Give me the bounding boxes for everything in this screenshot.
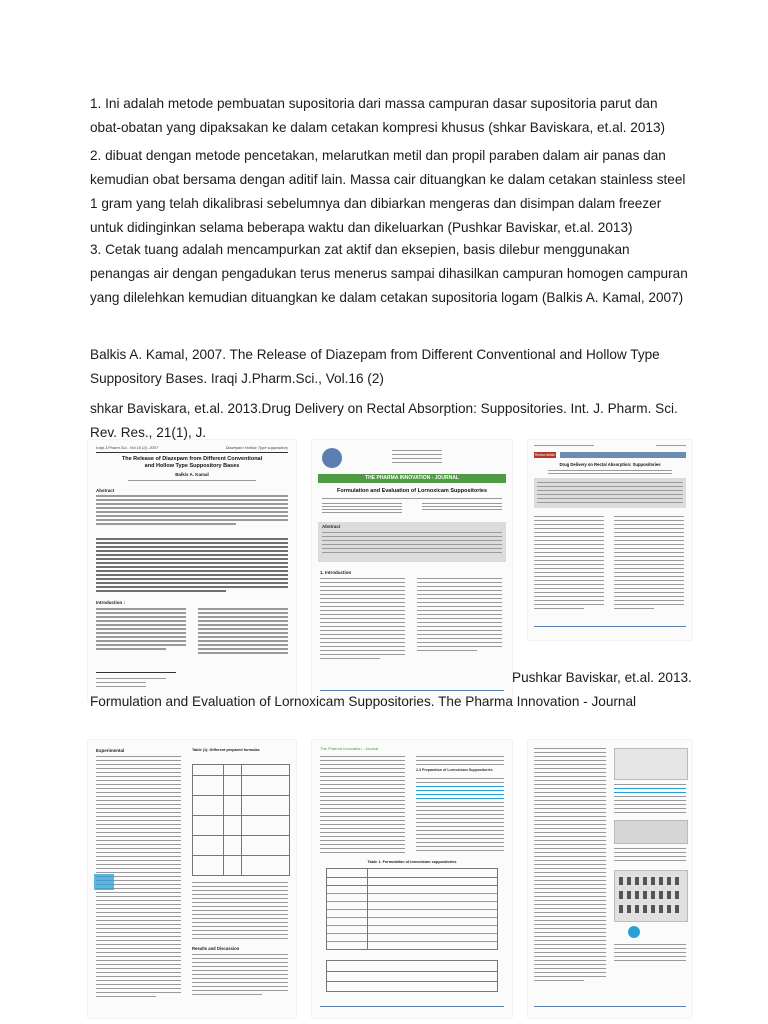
paper-thumbnail-baviskara [528,440,692,640]
highlight-mark [94,874,114,890]
abstract-box [318,522,506,562]
paragraph-2: 2. dibuat dengan metode pencetakan, melarutkan metil dan propil paraben dalam air panas dan kemudian obat bersama dengan aditif lain. Massa cair dituangkan ke dalam cetakan stainless steel 1 gram yang telah dikalibrasi sebelumnya dan dibiarkan mengeras dan disimpan dalam freezer untuk didinginkan selama beberapa waktu dan dikeluarkan (Pushkar Baviskar, et.al. 2013) [90,148,686,235]
paper4-results-heading: Results and Discussion [192,946,240,951]
paper5-prep-heading: 2.3 Preparation of Lornoxicam Suppositories [416,768,493,772]
journal-logo-icon [322,448,342,468]
paper3-title: Drug Delivery on Rectal Absorption: Suppositories [559,462,661,467]
blue-dot-icon [628,926,640,938]
lornoxicam-table-2 [326,960,498,992]
paper1-title: The Release of Diazepam from Different Conventional and Hollow Type Suppository Bases [121,456,263,469]
paper5-banner: The Pharma Innovation - Journal [320,746,379,751]
paper5-table-caption: Table 1: Formulation of lornoxicam suppositories [367,860,457,864]
paper1-intro-heading: Introduction : [96,600,125,605]
paper-thumbnail-experimental [88,740,296,1018]
reference-pushkar-line1: Pushkar Baviskar, et.al. 2013. [512,670,692,685]
paper-thumbnail-suppository-figures [528,740,692,1018]
lornoxicam-formula-table [326,868,498,950]
paper-thumbnail-lornoxicam-methods [312,740,512,1018]
paper1-abstract-heading: Abstract [96,488,115,493]
paper-thumbnail-kamal [88,440,296,702]
paragraph-1: 1. Ini adalah metode pembuatan supositoria dari massa campuran dasar supositoria parut dan obat-obatan yang dipaksakan ke dalam cetakan kompresi khusus (shkar Baviskara, et.al. 2013) [90,96,666,135]
paper1-author: Balkis A. Kamal [175,472,209,477]
paper2-abstract-heading: Abstract [322,524,341,529]
paper4-experimental-heading: Experimental [96,748,125,753]
paper2-title: Formulation and Evaluation of Lornoxicam Suppositories [336,488,488,494]
paper1-running-head: Diazepam Hollow Type suppository [225,445,288,450]
figure-1 [614,748,688,780]
review-article-badge: Review Article [534,453,556,457]
figure-2 [614,820,688,844]
reference-baviskara: shkar Baviskara, et.al. 2013.Drug Delivery on Rectal Absorption: Suppositories. Int. J. Pharm. Sci. Rev. Res., 21(1), J. [90,401,678,440]
paper3-abstract-box [534,478,686,508]
formula-table [192,764,290,876]
paper-thumbnail-pharma-innovation [312,440,512,702]
reference-pushkar-line2: Formulation and Evaluation of Lornoxicam Suppositories. The Pharma Innovation - Journal [90,694,637,709]
paper2-intro-heading: 1. Introduction [320,570,352,575]
suppository-molds-figure [614,870,688,922]
paragraph-3: 3. Cetak tuang adalah mencampurkan zat aktif dan eksepien, basis dilebur menggunakan penangas air dengan pengadukan terus menerus sampai dihasilkan campuran homogen campuran yang dilelehkan kemudian dituangkan ke dalam cetakan supositoria logam (Balkis A. Kamal, 2007) [90,242,688,305]
journal-banner: THE PHARMA INNOVATION - JOURNAL [318,474,506,483]
reference-kamal: Balkis A. Kamal, 2007. The Release of Diazepam from Different Conventional and Hollow Type Suppository Bases. Iraqi J.Pharm.Sci., Vol.16 (2) [90,347,660,386]
paper4-table-caption: Table (1): Different prepared formulas [192,748,260,752]
paper1-journal: Iraqi J.Pharm.Sci., Vol.16 (2), 2007 [96,445,159,450]
